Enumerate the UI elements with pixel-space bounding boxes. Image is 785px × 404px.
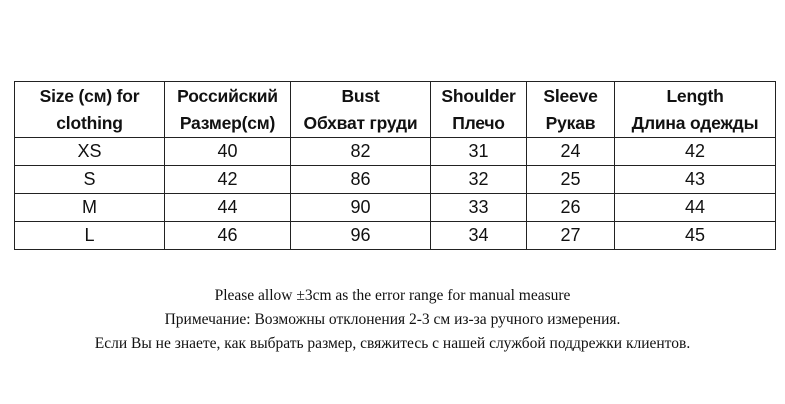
note-contact-support: Если Вы не знаете, как выбрать размер, свяжитесь с нашей службой поддрежки клиентов. [94,335,691,352]
cell-shoulder: 34 [431,222,527,250]
cell-russian-size: 44 [165,194,291,222]
cell-size: S [15,166,165,194]
table-row [15,222,776,250]
cell-shoulder: 31 [431,138,527,166]
cell-russian-size: 42 [165,166,291,194]
header-bust: Bust Обхват груди [291,82,431,138]
cell-bust: 86 [291,166,431,194]
cell-bust: 82 [291,138,431,166]
table-header-row [15,82,776,138]
cell-russian-size: 46 [165,222,291,250]
measurement-notes [0,284,785,356]
cell-bust: 96 [291,222,431,250]
header-size: Size (см) for clothing [15,82,165,138]
cell-length: 44 [615,194,776,222]
header-length: Length Длина одежды [615,82,776,138]
cell-length: 42 [615,138,776,166]
size-chart-table [14,81,776,250]
cell-sleeve: 25 [527,166,615,194]
header-sleeve: Sleeve Рукав [527,82,615,138]
cell-size: L [15,222,165,250]
table-row [15,138,776,166]
cell-shoulder: 33 [431,194,527,222]
table-row [15,166,776,194]
cell-bust: 90 [291,194,431,222]
note-error-range-english: Please allow ±3cm as the error range for manual measure [214,287,571,304]
cell-length: 45 [615,222,776,250]
header-shoulder: Shoulder Плечо [431,82,527,138]
note-error-range-russian: Примечание: Возможны отклонения 2-3 см из-за ручного измерения. [164,311,621,328]
cell-sleeve: 26 [527,194,615,222]
table-row [15,194,776,222]
cell-sleeve: 27 [527,222,615,250]
cell-russian-size: 40 [165,138,291,166]
header-russian-size: Российский Размер(см) [165,82,291,138]
cell-shoulder: 32 [431,166,527,194]
cell-size: XS [15,138,165,166]
cell-sleeve: 24 [527,138,615,166]
cell-size: M [15,194,165,222]
cell-length: 43 [615,166,776,194]
